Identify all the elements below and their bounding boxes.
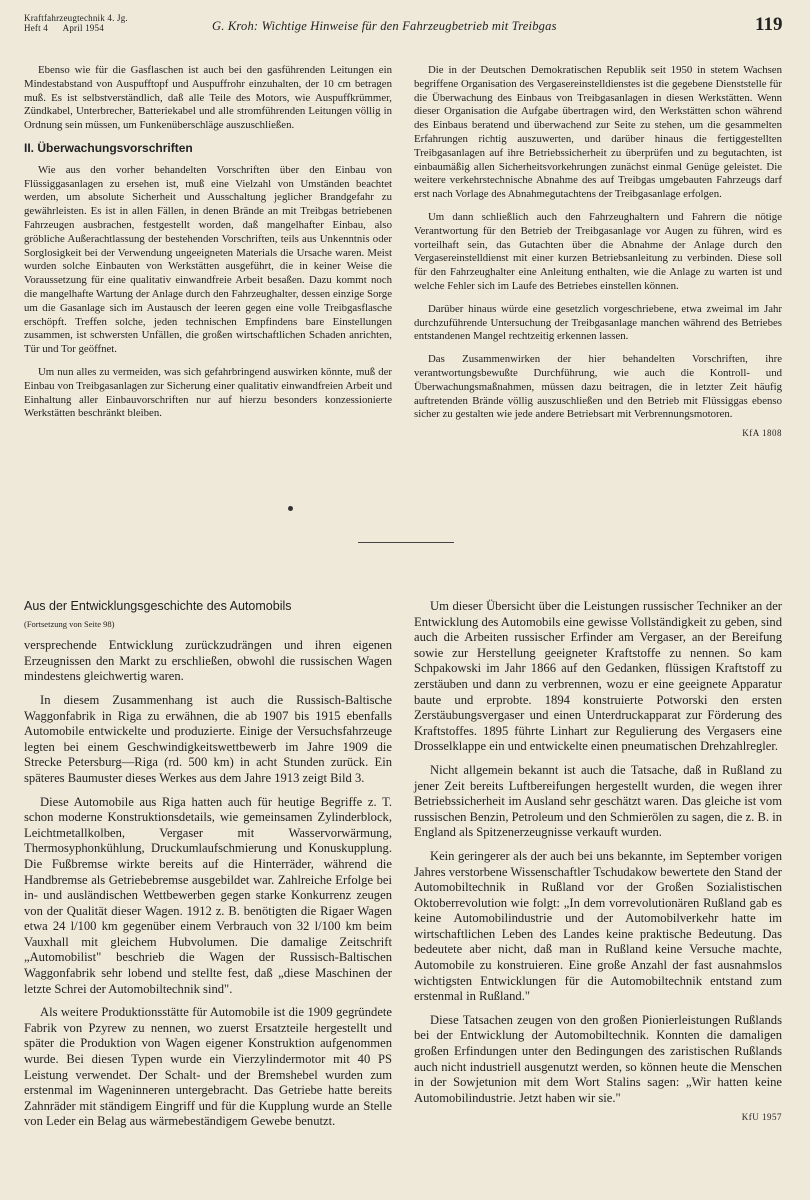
- paragraph: Diese Automobile aus Riga hatten auch für heutige Begriffe z. T. schon moderne Konstruktionsdetails, wie gemeinsamen Zylinderblock, Leichtmetallkolben, Vergaser mit Wasservorwärmung, Thermosyphonkühlung, Druckumlaufschmierung und Konuskupplung. Die Fußbremse wirkte bereits auf die Hinterräder, während die Handbremse als Getriebebremse ausgebildet war. Zahlreiche Erfolge bei in- und ausländischen Wettbewerben gegen starke Konkurrenz zeugen von der Qualität dieser Wagen. 1912 z. B. benötigten die Rigaer Wagen etwa 24 l/100 km gegenüber einem Verbrauch von 32 l/100 km beim Vauxhall mit gleichem Hubvolumen. Die damalige Zeitschrift „Automobilist" beschrieb die Wagen der Russisch-Baltischen Waggonfabrik sehr lobend und stellte fest, daß „diese Maschinen der letzte Schrei der Automobiltechnik sind".: [24, 794, 392, 996]
- article2-left-column: [24, 599, 392, 1138]
- paragraph: Diese Tatsachen zeugen von den großen Pionierleistungen Rußlands bei der Entwicklung der Automobiltechnik. Konnten die damaligen großen Erfindungen unter den Bedingungen des zaristischen Rußlands auch nicht industriell ausgenutzt werden, so können heute die Menschen in der Sowjetunion mit dem Wort Stalins sagen: „Wir hatten keine Automobilindustrie. Jetzt haben wir sie.": [414, 1012, 782, 1105]
- paragraph: Wie aus den vorher behandelten Vorschriften über den Einbau von Flüssiggasanlagen zu ersehen ist, muß eine Vielzahl von Umständen beachtet werden, um absolute Sicherheit und Ausschaltung jeglicher Brandgefahr zu gewährleisten. Es ist in allen Fällen, in denen Brände an mit Treibgas betriebenen Fahrzeugen ausbrachen, festgestellt worden, daß mangelhafter Einbau, also gröbliche Außerachtlassung der bestehenden Vorschriften, teils aus Unkenntnis oder Sorglosigkeit bei der Verwendung ungeeigneten Materials die Ursache waren. Meist wurden solche Einbauten von Werkstätten ausgeführt, die in keiner Weise die Voraussetzung für eine qualitativ einwandfreie Arbeit besaßen. Dazu kommt noch die mangelhafte Wartung der Anlage durch den Fahrzeughalter, dessen einzige Sorge um die Gasanlage sich im Austausch der leeren gegen eine volle Treibgasflasche erschöpft. Treffen solche, jeden technischen Empfindens bare Einstellungen zusammen, ist schwersten Unfällen, die großen wirtschaftlichen Schaden anrichten, Tür und Tor geöffnet.: [24, 163, 392, 356]
- issue-date: [24, 23, 128, 33]
- paragraph: Nicht allgemein bekannt ist auch die Tatsache, daß in Rußland zu jener Zeit bereits Luftbereifungen hergestellt wurden, die wegen ihrer Betriebssicherheit im Ausland sehr geschätzt waren. Das gleiche ist vom russischen Benzin, Petroleum und den Schmierölen zu sagen, die z. B. in England als Spitzenerzeugnisse verkauft wurden.: [414, 762, 782, 840]
- paragraph: Die in der Deutschen Demokratischen Republik seit 1950 in stetem Wachsen begriffene Organisation des Vergasereinstelldienstes ist die gegebene Dienststelle für die Überwachung des Einbaus von Treibgasanlagen in diesen Werkstätten. Wenn dieser Organisation die Aufgabe übertragen wird, den Werkstätten schon während des Einbaus beratend und überwachend zur Seite zu stehen, um die gesammelten Erfahrungen richtig auszuwerten, und darüber hinaus die fertiggestellten Treibgasanlagen auf ihre Betriebssicherheit zu überprüfen und zu begutachten, ist einbaumäßig allen Sicherheitsvorkehrungen zunächst einmal Genüge geleistet. Die weitere verkehrstechnische Abnahme des auf Treibgas umgebauten Fahrzeugs darf erst nach Vorlage des Abnahmegutachtens der Treibgasanlage erfolgen.: [414, 64, 782, 201]
- running-title: G. Kroh: Wichtige Hinweise für den Fahrzeugbetrieb mit Treibgas: [212, 19, 557, 33]
- separator-dot: [288, 506, 293, 511]
- paragraph: Ebenso wie für die Gasflaschen ist auch bei den gasführenden Leitungen ein Mindestabstand von Auspufftopf und Auspuffrohr einzuhalten, der 10 cm betragen muß. Es ist selbstverständlich, daß alle Teile des Motors, wie Auspuffkrümmer, Zündkabel, Unterbrecher, Batteriekabel und alle stromführenden Leitungen völlig in Ordnung sein müssen, um Funkenüberschläge auszuschließen.: [24, 64, 392, 132]
- journal-name: Kraftfahrzeugtechnik 4. Jg.: [24, 13, 128, 23]
- paragraph: Darüber hinaus würde eine gesetzlich vorgeschriebene, etwa zweimal im Jahr durchzuführende Untersuchung der Treibgasanlage manchen während des Betriebes entstandenen Mangel rechtzeitig erkennen lassen.: [414, 302, 782, 343]
- paragraph: versprechende Entwicklung zurückzudrängen und ihren eigenen Erzeugnissen den Markt zu erschließen, obwohl die russischen Wagen mindestens gleichwertig waren.: [24, 638, 392, 684]
- paragraph: In diesem Zusammenhang ist auch die Russisch-Baltische Waggonfabrik in Riga zu erwähnen, die ab 1907 bis 1915 ebenfalls Automobile entwickelte und produzierte. Einige der Versuchsfahrzeuge legten bei einem Geschwindigkeitswettbewerb im Jahre 1909 die Strecke Petersburg—Riga (rd. 500 km) in acht Stunden zurück. Ein späteres Baumuster dieses Werkes aus dem Jahre 1913 zeigt Bild 3.: [24, 692, 392, 785]
- paragraph: Um nun alles zu vermeiden, was sich gefahrbringend auswirken könnte, muß der Einbau von Treibgasanlagen zur Sicherung einer qualitativ einwandfreien Arbeit und Einhaltung aller Einbauvorschriften nur auf hierzu besonders konzessionierte Werkstätten beschränkt bleiben.: [24, 365, 392, 420]
- section-heading: II. Überwachungsvorschriften: [24, 140, 193, 155]
- article-code: KfU 1957: [741, 1112, 782, 1123]
- paragraph: Um dann schließlich auch den Fahrzeughaltern und Fahrern die nötige Verantwortung für den Betrieb der Treibgasanlage vor Augen zu führen, wird es vorteilhaft sein, das Gutachten über die Abnahme der Anlage durch den Vergasereinstelldienst mit einer kurzen Betriebsanleitung zu verbinden. Diese soll für den Fahrzeughalter eine Anleitung enthalten, wie die Anlage zu warten ist und welche Fehler sich im Laufe des Betriebes einstellen können.: [414, 210, 782, 292]
- article2-right-column: [414, 599, 782, 1126]
- article-code: KfA 1808: [742, 428, 782, 439]
- journal-info: [24, 13, 128, 33]
- paragraph: Das Zusammenwirken der hier behandelten Vorschriften, ihre verantwortungsbewußte Durchführung, wie auch die Kontroll- und Überwachungsmaßnahmen, müssen dazu beitragen, die in letzter Zeit häufig auftretenden Brände völlig auszuschließen und den Betrieb mit Flüssiggas ebenso sicher zu gestalten wie jede andere Betriebsart mit Verbrennungsmotoren.: [414, 353, 782, 421]
- paragraph: Als weitere Produktionsstätte für Automobile ist die 1909 gegründete Fabrik von Pzyrew zu nennen, wo zuerst Ersatzteile hergestellt und später die Produktion von Wagen eigener Konstruktion aufgenommen wurde. Bei diesen Typen wurde ein Vierzylindermotor mit 40 PS Leistung verwendet. Der Schalt- und der Bremshebel wurden zum erstenmal im Wageninneren untergebracht. Das Getriebe hatte bereits Zahnräder mit ständigem Eingriff und für die Kupplung wurde an Stelle von Leder ein Belag aus wärmebeständigem Gewebe benutzt.: [24, 1005, 392, 1129]
- article-title: Aus der Entwicklungsgeschichte des Automobils: [24, 599, 292, 613]
- issue-month: April 1954: [62, 23, 104, 33]
- issue-number: Heft 4: [24, 23, 48, 33]
- article1-left-column: [24, 64, 392, 430]
- article1-right-column: [414, 64, 782, 441]
- page-number: 119: [755, 14, 783, 35]
- continuation-note: (Fortsetzung von Seite 98): [24, 618, 115, 629]
- page-header: [0, 0, 810, 40]
- article-divider: [358, 542, 454, 543]
- paragraph: Kein geringerer als der auch bei uns bekannte, im September vorigen Jahres verstorbene Wissenschaftler Tschudakow bewertete den Stand der Automobiltechnik in Rußland vor der Großen Sozialistischen Oktoberrevolution wie folgt: „In dem vorrevolutionären Rußland gab es keine Automobilindustrie und der Automobilverkehr hatte im wirtschaftlichen Leben des Landes keine praktische Bedeutung. Das bedeutete aber nicht, daß man in Rußland keine Versuche machte, Automobile zu konstruieren. Eine große Anzahl der fast ausnahmslos wichtigsten Entwicklungen für die Automobiltechnik entstand zum erstenmal in Rußland.": [414, 848, 782, 1004]
- paragraph: Um dieser Übersicht über die Leistungen russischer Techniker an der Entwicklung des Automobils eine gewisse Vollständigkeit zu geben, sind auch die Arbeiten russischer Erfinder am Vergaser, an der Bereifung sowie zur Herstellung geeigneter Kraftstoffe zu nennen. So kam Schpakowski im Jahr 1866 auf den Gedanken, flüssigen Kraftstoff zu zerstäuben und dann zu verbrennen, wozu er eine geeignete Apparatur baute und erprobte. 1894 konstruierte Potworski den ersten Zerstäubungsvergaser und einen Unterdruckapparat zur Förderung des Kraftstoffes. 1895 führte Linhart zur Regulierung des Vergasers eine Drosselklappe ein und entwickelte einen pneumatischen Drehzahlregler.: [414, 599, 782, 754]
